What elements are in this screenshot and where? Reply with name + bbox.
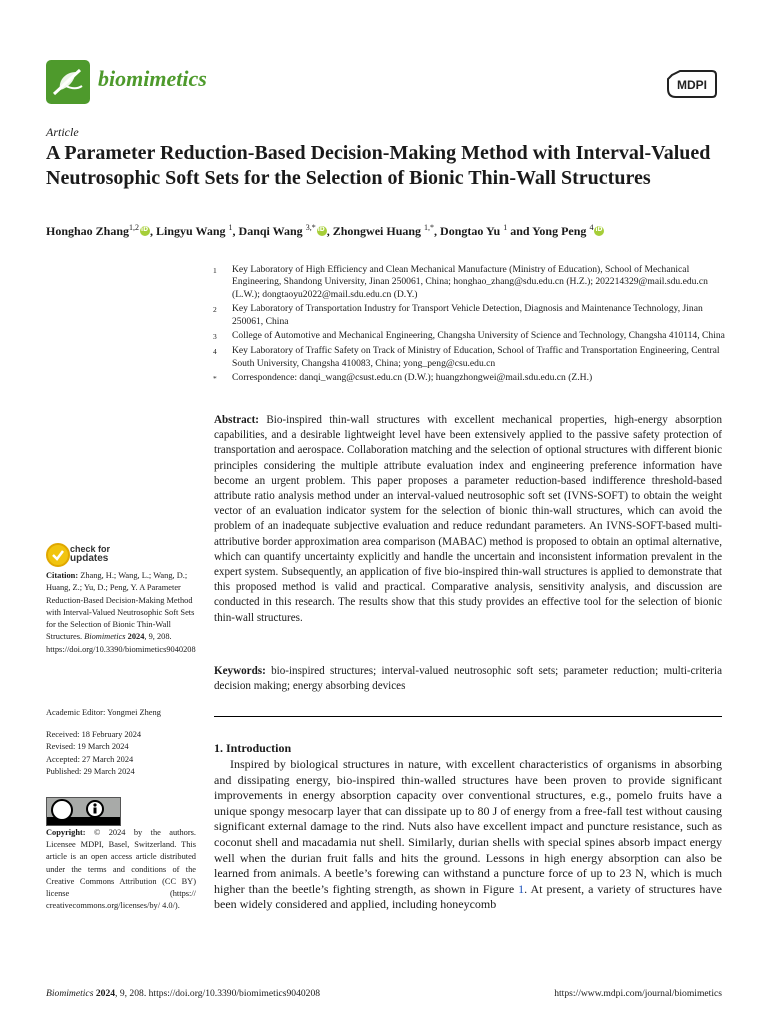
- keywords: [214, 664, 722, 694]
- orcid-icon[interactable]: [317, 226, 327, 236]
- orcid-icon[interactable]: [140, 226, 150, 236]
- biomimetics-logo-icon: [46, 60, 90, 104]
- author-name: Lingyu Wang: [156, 224, 226, 238]
- affiliation-item: 1 Key Laboratory of High Efficiency and Clean Mechanical Manufacture (Ministry of Education), School of Mechanical Engineering, Shandong University, Jinan 250061, China; honghao_zhang@sdu.edu.cn (H.Z.); 202214329@mail.sdu.edu.cn (L.W.); dongtaoyu2022@mail.sdu.edu.cn (D.Y.): [213, 264, 708, 300]
- abstract-label: Abstract:: [214, 414, 259, 426]
- revised-date: Revised: 19 March 2024: [46, 742, 129, 752]
- author-name: Danqi Wang: [238, 224, 303, 238]
- figure-link[interactable]: 1: [518, 881, 525, 896]
- dates: [46, 729, 196, 778]
- footer-journal-url[interactable]: https://www.mdpi.com/journal/biomimetics: [554, 988, 722, 999]
- academic-editor: Academic Editor: Yongmei Zheng: [46, 708, 161, 717]
- article-type: Article: [46, 125, 79, 139]
- copyright: Copyright: © 2024 by the authors. Licensee MDPI, Basel, Switzerland. This article is an open access article distributed under the terms and conditions of the Creative Commons Attribution (CC BY) license (https:// creativecommons.org/licenses/by/ 4.0/).: [46, 828, 197, 911]
- affiliation-item: 2 Key Laboratory of Transportation Industry for Transport Vehicle Detection, Diagnosis and Maintenance Technology, Jinan 250061, China: [213, 303, 703, 327]
- affiliation-item: 3 College of Automotive and Mechanical Engineering, Changsha University of Science and Technology, Changsha 410114, China: [213, 330, 725, 342]
- keywords-label: Keywords:: [214, 665, 266, 677]
- abstract-text: Bio-inspired thin-wall structures with excellent mechanical properties, high-energy absorption capabilities, and a desirable lightweight level have been extensively applied to the passive safety protection of transportation and aerospace. Collaboration matching and the selection of optional structures with different bionic principles considering the multiple attribute evaluation index and engineering preference information have become an urgent problem. This paper proposes a parameter reduction-based indifference threshold-based attribute ratio analysis method under an interval-valued neutrosophic soft set (IVNS-SOFT) to obtain the weight vector of an evaluation indicator system for the selection of bionic thin-wall structures, which can avoid the problem of an inadequate subjective evaluation and reduce redundant parameters. An IVNS-SOFT-based multi-attributive border approximation area comparison (MABAC) method is proposed to obtain an optimal alternative, which can quantify uncertainty explicitly and handle the uncertain and inconsistent information prevalent in the expert system. Subsequently, an application of five bio-inspired thin-wall structures is applied to demonstrate that this proposed method is valid and practical. Comparative analysis, sensitivity analysis, and discussion are conducted in this research. The results show that this study provides an effective tool for the selection of bionic thin-wall structures.: [214, 414, 722, 624]
- footer-citation: Biomimetics 2024, 9, 208. https://doi.org/10.3390/biomimetics9040208: [46, 988, 321, 999]
- published-date: Published: 29 March 2024: [46, 766, 135, 776]
- author-name: Zhongwei Huang: [332, 224, 422, 238]
- author-name: Honghao Zhang: [46, 224, 130, 238]
- accepted-date: Accepted: 27 March 2024: [46, 754, 134, 764]
- author-affil: 1,2: [129, 223, 140, 232]
- introduction-paragraph: Inspired by biological structures in nature, with excellent characteristics of organisms in absorbing and dissipating energy, bio-inspired thin-walled structures have been proven to provide significant improvements in energy absorption capacity over conventional structures, e.g., pomelo fruits have a unique spongy mesocarp layer that can dissipate up to 80 J of energy from a free-fall test without causing significant external damage to the rind. Nuts also have excellent impact and puncture resistance, such as coconut shell and macadamia nut shell. Similarly, durian shells with special spines absorb impact energy well when the durian fruit falls and hits the ground. Lessons in high energy absorption can also be learned from animals. A beetle’s forewing can withstand a puncture force of up to 23 N, which is much higher than the beetle’s fighting strength, as shown in Figure 1. At present, a variety of structures have been widely considered and applied, including honeycomb: [214, 757, 722, 912]
- correspondence: * Correspondence: danqi_wang@csust.edu.cn (D.W.); huangzhongwei@mail.sdu.edu.cn (Z.H.): [213, 372, 593, 384]
- mdpi-logo-icon[interactable]: [666, 69, 718, 99]
- author-affil: 1,*: [424, 223, 435, 232]
- abstract: [214, 413, 722, 626]
- author-list: Honghao Zhang$^{1,2}$iD , Lingyu Wang $^1$, Danqi Wang $^{3,*}$iD , Zhongwei Huang $^{1,*}$, Dongtao Yu $^1$ and Yong Peng $^4$iD: [46, 223, 746, 239]
- author-affil: 3,*: [305, 223, 316, 232]
- keywords-text: bio-inspired structures; interval-valued neutrosophic soft sets; parameter reduction; multi-criteria decision making; energy absorbing devices: [214, 665, 722, 693]
- orcid-icon[interactable]: [594, 226, 604, 236]
- check-for-updates-icon[interactable]: [46, 543, 70, 567]
- author-affil: 4: [589, 223, 594, 232]
- received-date: Received: 18 February 2024: [46, 730, 142, 739]
- cc-by-license-icon[interactable]: [46, 797, 121, 826]
- author-name: Yong Peng: [532, 224, 587, 238]
- article-title: A Parameter Reduction-Based Decision-Making Method with Interval-Valued Neutrosophic Soft Sets for the Selection of Bionic Thin-Wall Structures: [46, 142, 711, 189]
- author-name: Dongtao Yu: [440, 224, 501, 238]
- journal-name[interactable]: biomimetics: [98, 66, 207, 91]
- citation: Citation: Zhang, H.; Wang, L.; Wang, D.; Huang, Z.; Yu, D.; Peng, Y. A Parameter Reduction-Based Decision-Making Method with Interval-Valued Neutrosophic Soft Sets for the Selection of Bionic Thin-Wall Structures. Biomimetics 2024, 9, 208. https://doi.org/10.3390/biomimetics9040208: [46, 571, 196, 654]
- mdpi-logo-text: MDPI: [677, 78, 707, 92]
- affiliation-item: 4 Key Laboratory of Traffic Safety on Track of Ministry of Education, School of Traffic and Transportation Engineering, Central South University, Changsha 410083, China; yong_peng@csu.edu.cn: [213, 345, 720, 369]
- divider: [214, 716, 722, 717]
- section-title: 1. Introduction: [214, 741, 292, 755]
- author-affil: 1: [228, 223, 233, 232]
- check-for-updates-button[interactable]: check for updates: [70, 544, 111, 564]
- affiliations: [213, 264, 728, 386]
- author-affil: 1: [503, 223, 508, 232]
